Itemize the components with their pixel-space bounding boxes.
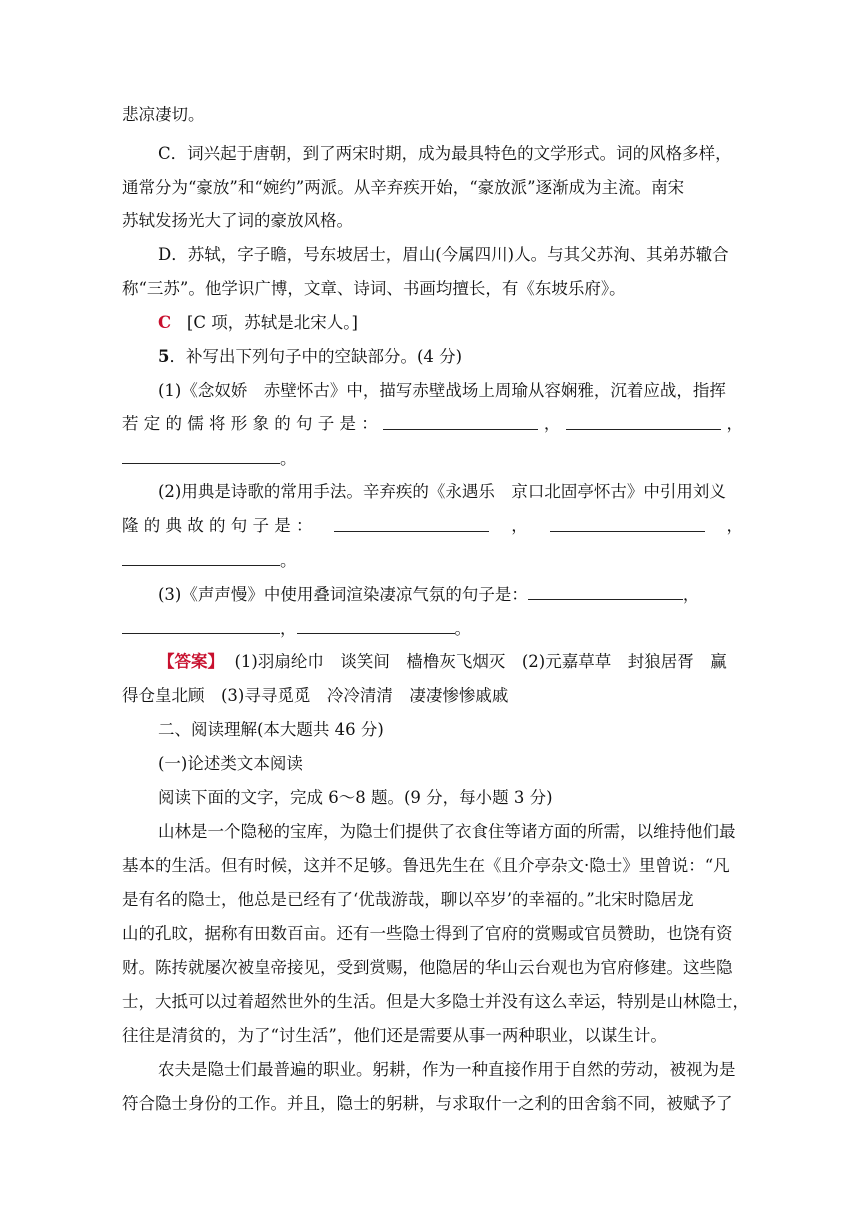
answer-explanation: [C 项，苏轼是北宋人。]	[186, 313, 358, 332]
comma: ，	[511, 516, 528, 535]
comma: ，	[682, 585, 700, 604]
period: 。	[454, 619, 471, 638]
text-segment: 隆 的 典 故 的 句 子 是 ：	[122, 516, 313, 535]
fill-blank	[334, 515, 489, 532]
answer-label: 【答案】	[158, 652, 224, 671]
passage-line: 农夫是隐士们最普遍的职业。躬耕，作为一种直接作用于自然的劳动，被视为是	[158, 1060, 736, 1079]
comma: ，	[280, 619, 297, 638]
answer-letter: C	[158, 313, 172, 332]
text-segment: (3)《声声慢》中使用叠词渲染凄凉气氛的句子是：	[158, 585, 528, 604]
text-line: 通常分为“豪放”和“婉约”两派。从辛弃疾开始，“豪放派”逐渐成为主流。南宋	[122, 178, 685, 197]
option-c-line: C．词兴起于唐朝，到了两宋时期，成为最具特色的文学形式。词的风格多样，	[158, 144, 732, 163]
fill-blank	[528, 583, 683, 600]
passage-line: 财。陈抟就屡次被皇帝接见，受到赏赐，他隐居的华山云台观也为官府修建。这些隐	[122, 958, 733, 977]
answer-explanation-line	[158, 312, 358, 334]
subquestion-3-blanks-line	[122, 617, 471, 639]
fill-blank	[566, 413, 721, 430]
subquestion-3-line	[158, 583, 699, 605]
text-line: 称“三苏”。他学识广博，文章、诗词、书画均擅长，有《东坡乐府》。	[122, 279, 626, 298]
question-5-title	[158, 346, 462, 368]
subquestion-2-last-blank	[122, 549, 297, 571]
subsection-heading: (一)论述类文本阅读	[158, 754, 303, 773]
answer-line	[158, 651, 727, 673]
question-number: 5	[158, 347, 170, 366]
subquestion-2-line: (2)用典是诗歌的常用手法。辛弃疾的《永遇乐 京口北固亭怀古》中引用刘义	[158, 482, 726, 501]
period: 。	[280, 449, 297, 468]
passage-line: 是有名的隐士，他总是已经有了‘优哉游哉，聊以卒岁’的幸福的。”北宋时隐居龙	[122, 890, 694, 909]
subquestion-2-blanks-line	[122, 515, 743, 537]
fill-blank	[122, 617, 280, 634]
period: 。	[280, 551, 297, 570]
comma: ，	[726, 414, 743, 433]
question-text: ．补写出下列句子中的空缺部分。(4 分)	[169, 347, 463, 366]
reading-instruction: 阅读下面的文字，完成 6～8 题。(9 分，每小题 3 分)	[158, 788, 553, 807]
answer-line-continued: 得仓皇北顾 (3)寻寻觅觅 冷冷清清 凄凄惨惨戚戚	[122, 686, 509, 705]
comma: ，	[726, 516, 743, 535]
fill-blank	[383, 413, 538, 430]
text-segment: 若 定 的 儒 将 形 象 的 句 子 是 ：	[122, 414, 378, 433]
fill-blank	[297, 617, 455, 634]
comma: ，	[543, 414, 561, 433]
fill-blank	[550, 515, 705, 532]
subquestion-1-last-blank	[122, 447, 297, 469]
passage-line: 山林是一个隐秘的宝库，为隐士们提供了衣食住等诸方面的所需，以维持他们最	[158, 822, 736, 841]
fill-blank	[122, 549, 280, 566]
subquestion-1-blanks-line	[122, 413, 743, 435]
passage-line: 士，大抵可以过着超然世外的生活。但是大多隐士并没有这么幸运，特别是山林隐士，	[122, 992, 749, 1011]
answer-text: (1)羽扇纶巾 谈笑间 樯橹灰飞烟灭 (2)元嘉草草 封狼居胥 赢	[234, 652, 727, 671]
passage-line: 山的孔旼，据称有田数百亩。还有一些隐士得到了官府的赏赐或官员赞助，也饶有资	[122, 924, 733, 943]
text-line: 悲凉凄切。	[122, 105, 205, 124]
section-heading: 二、阅读理解(本大题共 46 分)	[158, 720, 384, 739]
fill-blank	[122, 447, 280, 464]
passage-line: 符合隐士身份的工作。并且，隐士的躬耕，与求取什一之利的田舍翁不同，被赋予了	[122, 1094, 733, 1113]
passage-line: 往往是清贫的，为了“讨生活”，他们还是需要从事一两种职业，以谋生计。	[122, 1026, 667, 1045]
text-line: 苏轼发扬光大了词的豪放风格。	[122, 211, 353, 230]
option-d-line: D．苏轼，字子瞻，号东坡居士，眉山(今属四川)人。与其父苏洵、其弟苏辙合	[158, 245, 729, 264]
passage-line: 基本的生活。但有时候，这并不足够。鲁迅先生在《且介亭杂文·隐士》里曾说：“凡	[122, 856, 730, 875]
subquestion-1-line: (1)《念奴娇 赤壁怀古》中，描写赤壁战场上周瑜从容娴雅，沉着应战，指挥	[158, 381, 726, 400]
